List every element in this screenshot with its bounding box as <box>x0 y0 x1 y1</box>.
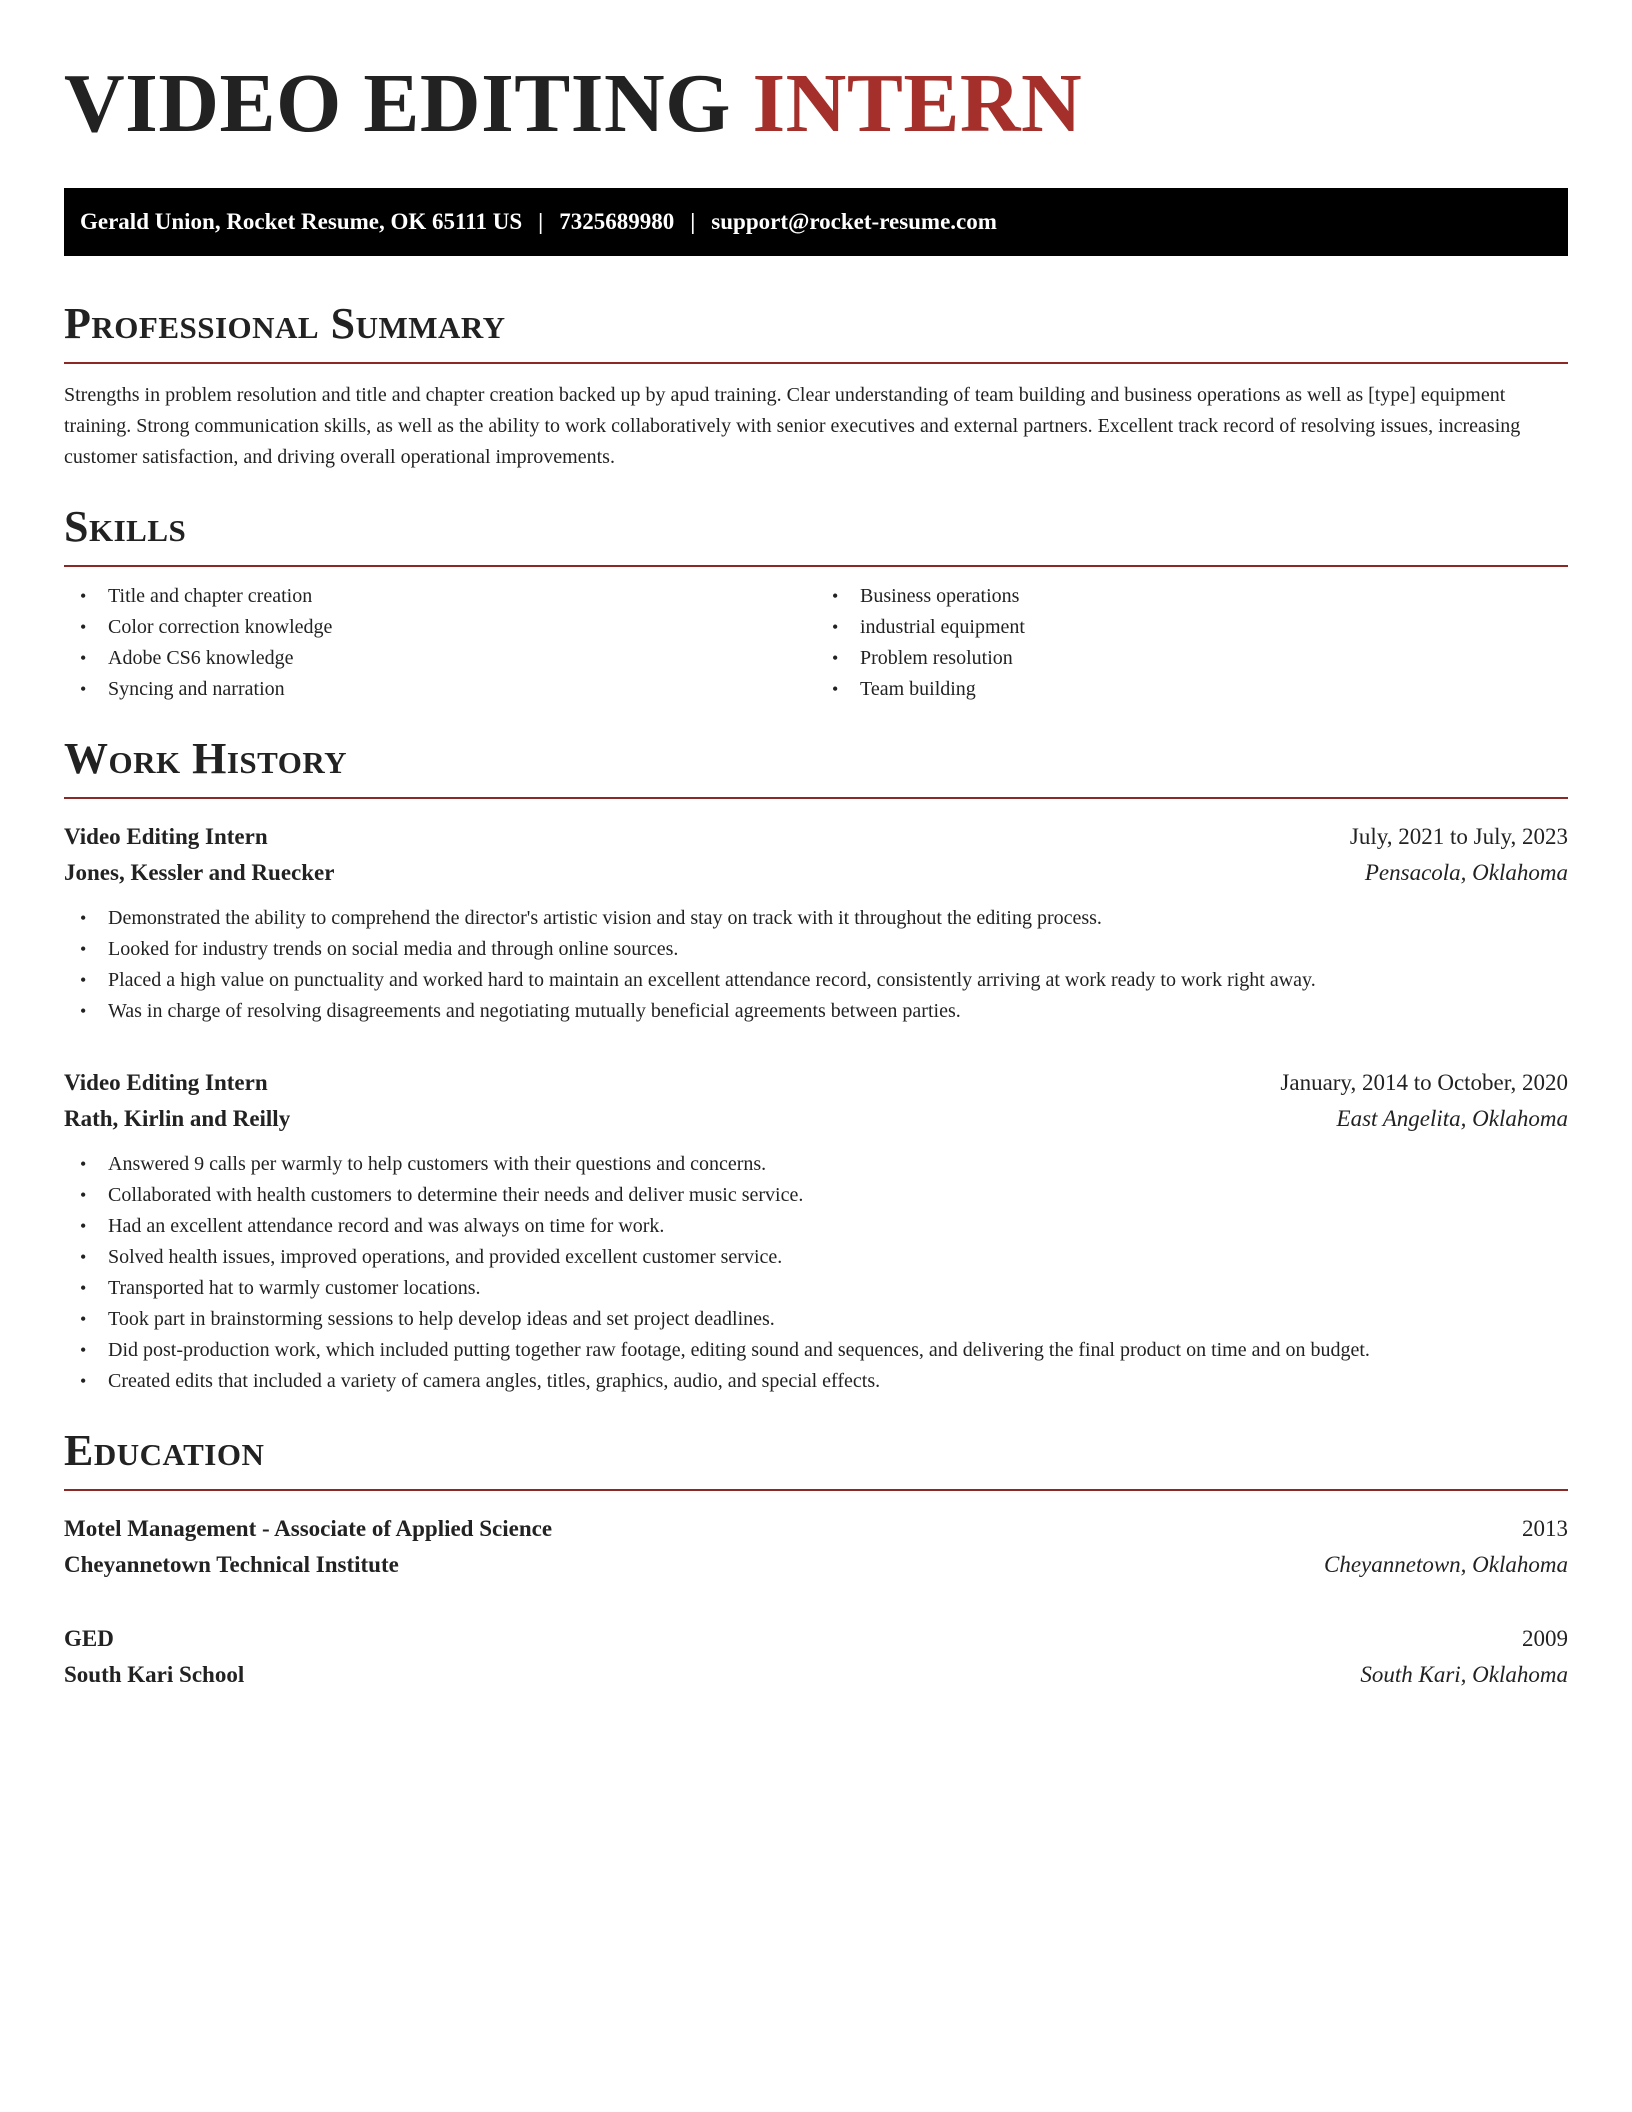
job-bullet: • Transported hat to warmly customer locations. <box>108 1273 1568 1304</box>
job-location: Pensacola, Oklahoma <box>1364 860 1568 885</box>
bullet-icon: • <box>80 1278 87 1298</box>
education-degree: Motel Management - Associate of Applied Science <box>64 1516 553 1541</box>
job-bullet: • Looked for industry trends on social media and through online sources. <box>108 934 1568 965</box>
skill-item: • Team building <box>860 674 1568 705</box>
bullet-icon: • <box>80 1340 87 1360</box>
job-dates: July, 2021 to July, 2023 <box>1349 824 1568 849</box>
job-bullet: • Created edits that included a variety of camera angles, titles, graphics, audio, and special effects. <box>108 1366 1568 1397</box>
education-entry <box>64 1621 1568 1693</box>
bullet-icon: • <box>80 908 87 928</box>
skills-list-right <box>816 581 1568 705</box>
resume-title <box>64 56 1568 152</box>
job-company: Jones, Kessler and Ruecker <box>64 860 335 885</box>
education-year: 2009 <box>1522 1626 1568 1651</box>
bullet-icon: • <box>80 1185 87 1205</box>
skills-section <box>64 503 1568 705</box>
contact-email: support@rocket-resume.com <box>711 209 997 234</box>
bullet-icon: • <box>832 586 839 606</box>
education-location: South Kari, Oklahoma <box>1360 1662 1568 1687</box>
bullet-icon: • <box>80 586 87 606</box>
job-bullet: • Answered 9 calls per warmly to help customers with their questions and concerns. <box>108 1149 1568 1180</box>
skills-columns <box>64 581 1568 705</box>
bullet-icon: • <box>80 1247 87 1267</box>
job-bullet: • Placed a high value on punctuality and worked hard to maintain an excellent attendance record, consistently arriving at work ready to work right away. <box>108 965 1568 996</box>
education-school: South Kari School <box>64 1662 245 1687</box>
job-bullet: • Solved health issues, improved operations, and provided excellent customer service. <box>108 1242 1568 1273</box>
bullet-icon: • <box>80 1309 87 1329</box>
work-history-heading: Work History <box>64 735 1568 799</box>
bullet-icon: • <box>832 679 839 699</box>
job-entry <box>64 1065 1568 1397</box>
job-bullet: • Had an excellent attendance record and was always on time for work. <box>108 1211 1568 1242</box>
summary-text: Strengths in problem resolution and title and chapter creation backed up by apud training. Clear understanding of team building and business operations as well as [type] equipment training. Strong communication skills, as well as the ability to work collaboratively with senior executives and external partners. Excellent track record of resolving issues, increasing customer satisfaction, and driving overall operational improvements. <box>64 384 1521 468</box>
contact-bar <box>64 188 1568 256</box>
education-heading: Education <box>64 1427 1568 1491</box>
skill-item: • Adobe CS6 knowledge <box>108 643 816 674</box>
skill-item: • Business operations <box>860 581 1568 612</box>
bullet-icon: • <box>832 617 839 637</box>
job-title: Video Editing Intern <box>64 1070 268 1095</box>
bullet-icon: • <box>80 1371 87 1391</box>
job-bullets <box>64 1149 1568 1397</box>
education-degree: GED <box>64 1626 114 1651</box>
job-bullets <box>64 903 1568 1027</box>
contact-separator: | <box>538 209 544 234</box>
job-bullet: • Was in charge of resolving disagreements and negotiating mutually beneficial agreements between parties. <box>108 996 1568 1027</box>
bullet-icon: • <box>80 1216 87 1236</box>
job-bullet: • Collaborated with health customers to determine their needs and deliver music service. <box>108 1180 1568 1211</box>
contact-phone: 7325689980 <box>559 209 675 234</box>
bullet-icon: • <box>832 648 839 668</box>
bullet-icon: • <box>80 648 87 668</box>
contact-separator: | <box>690 209 696 234</box>
job-dates: January, 2014 to October, 2020 <box>1280 1070 1568 1095</box>
work-history-section <box>64 735 1568 1397</box>
contact-address: Gerald Union, Rocket Resume, OK 65111 US <box>80 209 523 234</box>
job-location: East Angelita, Oklahoma <box>1336 1106 1568 1131</box>
skill-item: • Color correction knowledge <box>108 612 816 643</box>
bullet-icon: • <box>80 970 87 990</box>
title-role: VIDEO EDITING <box>64 57 731 150</box>
job-title: Video Editing Intern <box>64 824 268 849</box>
skill-item: • Syncing and narration <box>108 674 816 705</box>
skill-item: • Title and chapter creation <box>108 581 816 612</box>
skill-item: • Problem resolution <box>860 643 1568 674</box>
title-level: INTERN <box>752 57 1083 150</box>
skill-item: • industrial equipment <box>860 612 1568 643</box>
job-bullet: • Took part in brainstorming sessions to help develop ideas and set project deadlines. <box>108 1304 1568 1335</box>
summary-section <box>64 300 1568 473</box>
skills-heading: Skills <box>64 503 1568 567</box>
education-school: Cheyannetown Technical Institute <box>64 1552 399 1577</box>
summary-heading: Professional Summary <box>64 300 1568 364</box>
job-bullet: • Demonstrated the ability to comprehend the director's artistic vision and stay on track with it throughout the editing process. <box>108 903 1568 934</box>
education-location: Cheyannetown, Oklahoma <box>1323 1552 1568 1577</box>
job-company: Rath, Kirlin and Reilly <box>64 1106 291 1131</box>
education-entry <box>64 1511 1568 1583</box>
bullet-icon: • <box>80 1001 87 1021</box>
bullet-icon: • <box>80 617 87 637</box>
bullet-icon: • <box>80 939 87 959</box>
skills-list-left <box>64 581 816 705</box>
job-entry <box>64 819 1568 1027</box>
bullet-icon: • <box>80 1154 87 1174</box>
education-section <box>64 1427 1568 1693</box>
education-year: 2013 <box>1522 1516 1568 1541</box>
job-bullet: • Did post-production work, which included putting together raw footage, editing sound and sequences, and delivering the final product on time and on budget. <box>108 1335 1568 1366</box>
bullet-icon: • <box>80 679 87 699</box>
